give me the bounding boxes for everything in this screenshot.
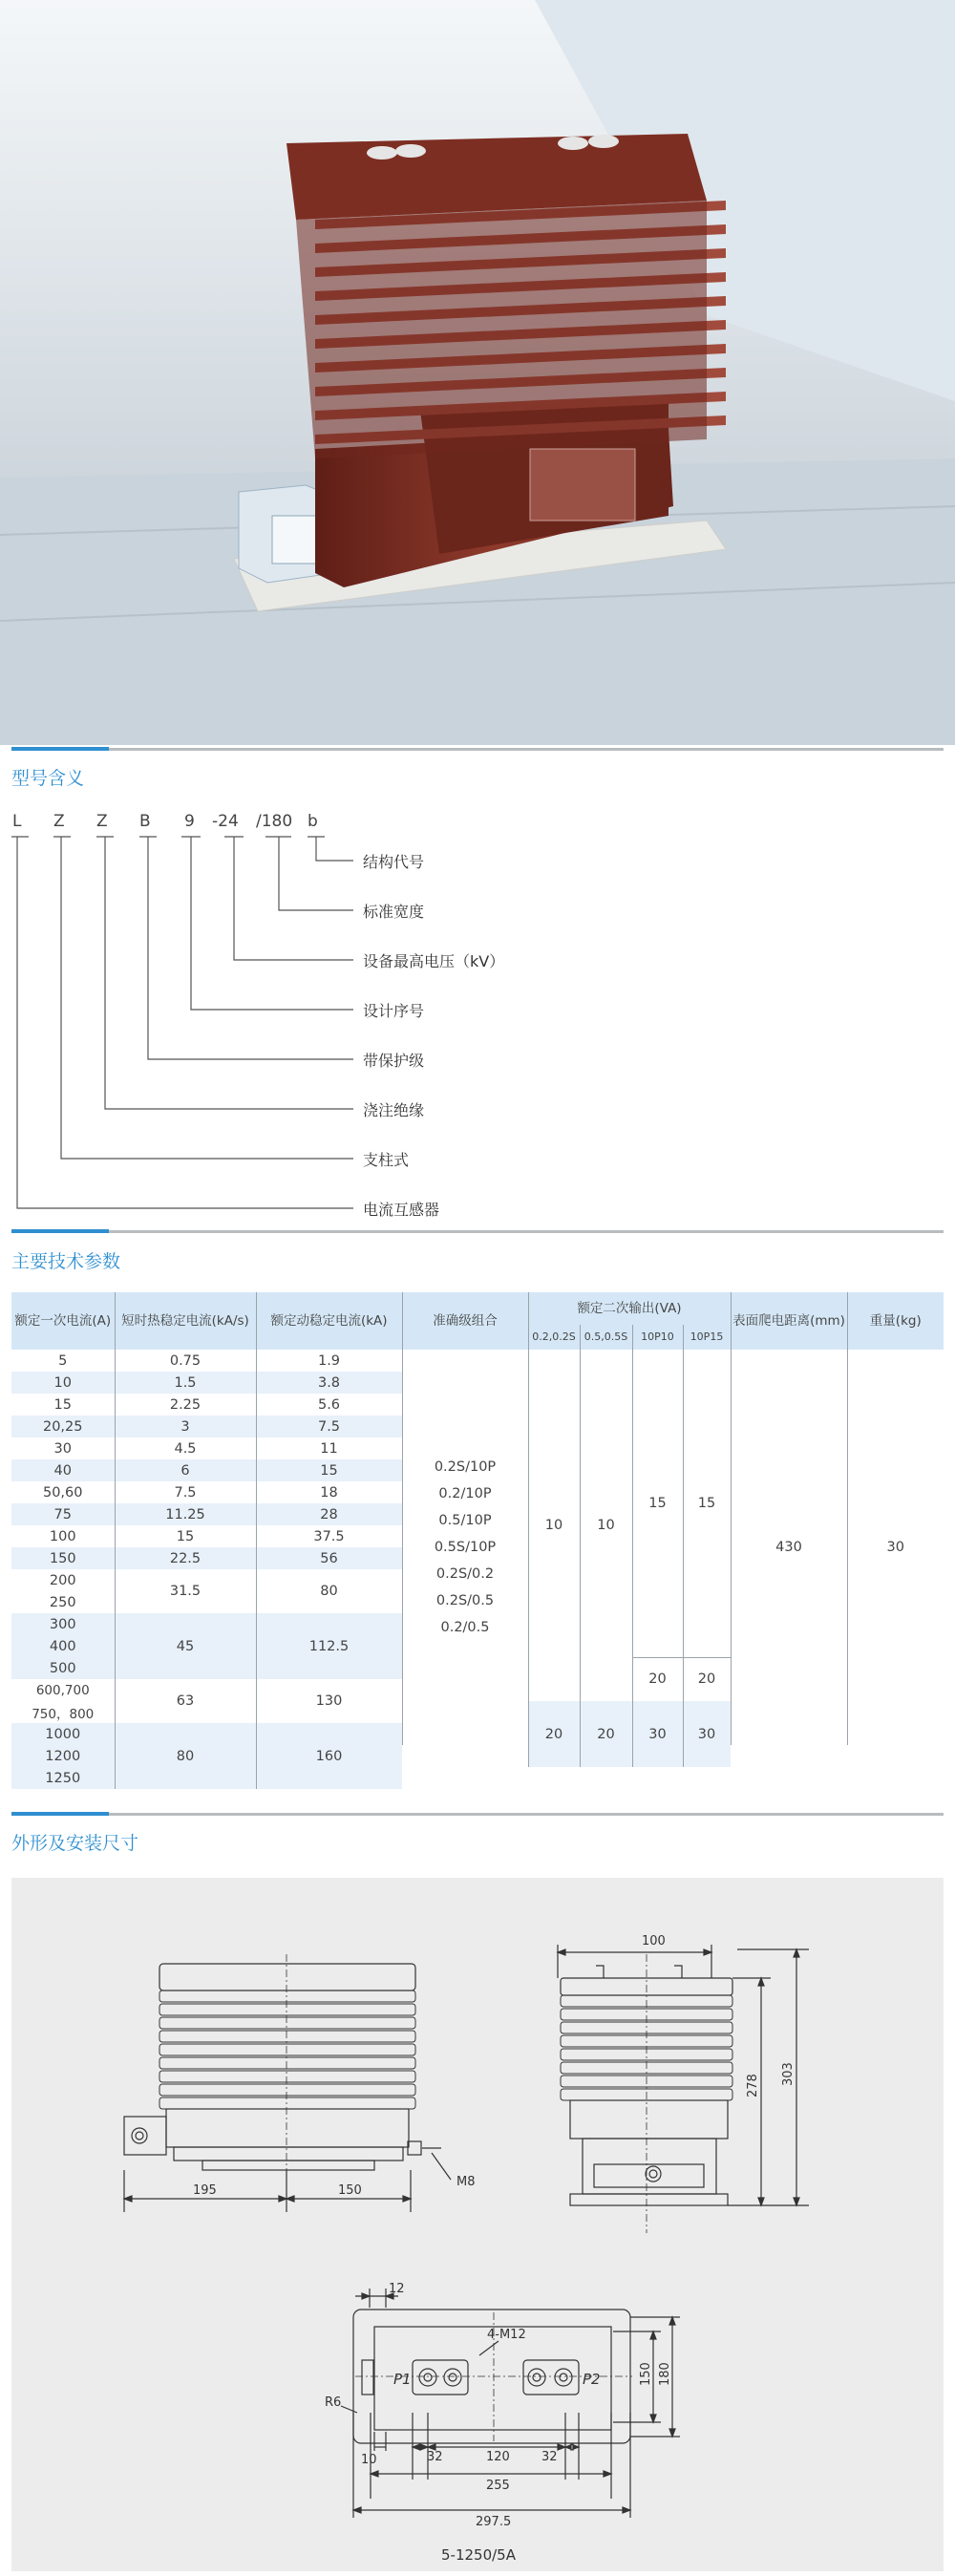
accuracy-item: 0.5S/10P [434,1540,497,1555]
meaning-standard-width: 标准宽度 [363,903,425,921]
code-char: b [308,812,318,831]
cell: 750，800 [32,1706,95,1722]
cell: 30 [683,1701,731,1767]
subheader: 0.2,0.2S [528,1325,580,1350]
cell: 1250 [11,1767,115,1789]
code-char: /180 [256,812,293,831]
cell: 20,25 [11,1416,115,1437]
subheader: 0.5,0.5S [580,1325,632,1350]
cell: 7.5 [115,1481,256,1503]
cell: 7.5 [256,1416,402,1437]
cell: 5 [58,1352,68,1369]
cell: 20 [683,1657,731,1701]
dim-180: 180 [658,2362,672,2386]
cell: 500 [11,1657,115,1679]
label-p1: P1 [393,2371,412,2388]
cell: 20 [632,1657,683,1701]
cell: 20 [528,1701,580,1767]
cell: 250 [49,1594,76,1610]
cell: 15 [632,1350,683,1657]
dim-255: 255 [486,2479,510,2493]
cell: 0.75 [115,1350,256,1372]
cell: 31.5 [115,1569,256,1613]
transformer-illustration [0,0,955,745]
cell: 63 [115,1679,256,1723]
meaning-max-voltage: 设备最高电压（kV） [363,952,505,970]
cell: 10 [580,1350,632,1701]
cell: 130 [256,1679,402,1723]
section-divider [11,747,944,753]
cell: 10 [528,1350,580,1701]
dim-100: 100 [642,1934,666,1948]
subheader: 10P10 [632,1325,683,1350]
label-m8: M8 [456,2175,476,2189]
dim-12: 12 [389,2282,405,2296]
label-p2: P2 [583,2371,601,2388]
meaning-design-no: 设计序号 [363,1002,425,1020]
cell: 75 [11,1503,115,1525]
dim-303: 303 [781,2062,796,2086]
meaning-structure-code: 结构代号 [363,853,425,871]
product-photo [0,0,955,745]
cell: 37.5 [256,1525,402,1547]
header-accuracy: 准确级组合 [402,1292,528,1350]
cell: 1.5 [115,1372,256,1394]
section-divider [11,1229,944,1235]
meaning-post-type: 支柱式 [363,1151,410,1169]
cell: 3.8 [256,1372,402,1394]
cell: 1000 [11,1723,115,1745]
cell: 1.9 [256,1350,402,1372]
header-weight: 重量(kg) [847,1292,944,1350]
accuracy-item: 0.5/10P [438,1513,492,1528]
code-char: L [12,812,22,831]
accuracy-item: 0.2S/0.2 [435,1566,495,1582]
cell: 50,60 [42,1484,83,1501]
accuracy-cell [402,1350,528,1745]
cell: 56 [256,1547,402,1569]
header-secondary: 额定二次输出(VA) [528,1292,731,1325]
dim-278: 278 [746,2074,760,2097]
dim-32a: 32 [427,2450,443,2464]
cell: 100 [49,1528,76,1544]
model-leader-lines [0,833,363,1224]
code-char: Z [96,812,108,831]
cell: 160 [256,1723,402,1789]
cell: 1200 [11,1745,115,1767]
cell: 300 [11,1613,115,1635]
section-title-dims: 外形及安装尺寸 [11,1833,139,1854]
weight-cell: 30 [847,1350,944,1745]
cell: 30 [53,1440,72,1457]
creepage-cell: 430 [731,1350,847,1745]
cell: 18 [256,1481,402,1503]
section-divider [11,1812,944,1818]
code-char: -24 [212,812,239,831]
cell: 200 [49,1572,76,1588]
code-char: B [139,812,151,831]
cell: 150 [11,1547,115,1569]
cell: 2.25 [115,1394,256,1416]
accuracy-item: 0.2/0.5 [440,1620,490,1635]
subheader: 10P15 [683,1325,731,1350]
cell: 6 [115,1459,256,1481]
code-char: 9 [184,812,195,831]
accuracy-item: 0.2S/10P [434,1459,497,1475]
cell: 4.5 [115,1437,256,1459]
cell: 22.5 [115,1547,256,1569]
drawing-caption: 5-1250/5A [441,2546,516,2564]
dim-150: 150 [338,2183,362,2198]
dim-150v: 150 [639,2362,653,2386]
label-r6: R6 [325,2395,342,2410]
cell: 80 [115,1723,256,1789]
code-char: Z [53,812,65,831]
label-4-m12: 4-M12 [487,2328,526,2342]
cell: 30 [632,1701,683,1767]
cell: 15 [683,1350,731,1657]
meaning-cast-insulation: 浇注绝缘 [363,1101,425,1119]
cell: 112.5 [256,1613,402,1679]
insulator-fins [286,134,726,458]
cell: 80 [256,1569,402,1613]
cell: 40 [11,1459,115,1481]
meaning-current-transformer: 电流互感器 [363,1201,440,1219]
cell: 5.6 [256,1394,402,1416]
cell: 11 [256,1437,402,1459]
cell: 20 [580,1701,632,1767]
bottom-view [341,2289,680,2518]
dim-120: 120 [486,2450,510,2464]
dim-10: 10 [361,2453,377,2467]
section-title-params: 主要技术参数 [11,1251,121,1272]
dimension-drawing [11,1878,944,2571]
dim-195: 195 [193,2183,217,2198]
cell: 15 [256,1459,402,1481]
cell: 15 [53,1396,72,1413]
cell: 28 [256,1503,402,1525]
cell: 45 [115,1613,256,1679]
meaning-protection: 带保护级 [363,1052,425,1070]
header-dynamic: 额定动稳定电流(kA) [256,1292,402,1350]
cell: 15 [115,1525,256,1547]
accuracy-item: 0.2S/0.5 [435,1593,495,1608]
header-creepage: 表面爬电距离(mm) [731,1292,847,1350]
dim-297-5: 297.5 [476,2515,512,2529]
cell: 10 [11,1372,115,1394]
cell: 400 [11,1635,115,1657]
dimension-drawing-panel [11,1878,944,2571]
spec-table [11,1292,944,1789]
header-primary: 额定一次电流(A) [11,1292,115,1350]
side-view [558,1945,809,2233]
accuracy-item: 0.2/10P [438,1486,492,1501]
dim-32b: 32 [541,2450,558,2464]
section-title-model: 型号含义 [11,768,85,789]
cell: 11.25 [115,1503,256,1525]
header-thermal: 短时热稳定电流(kA/s) [115,1292,256,1350]
cell: 3 [115,1416,256,1437]
cell: 600,700 [35,1682,90,1698]
front-view [124,1954,451,2212]
